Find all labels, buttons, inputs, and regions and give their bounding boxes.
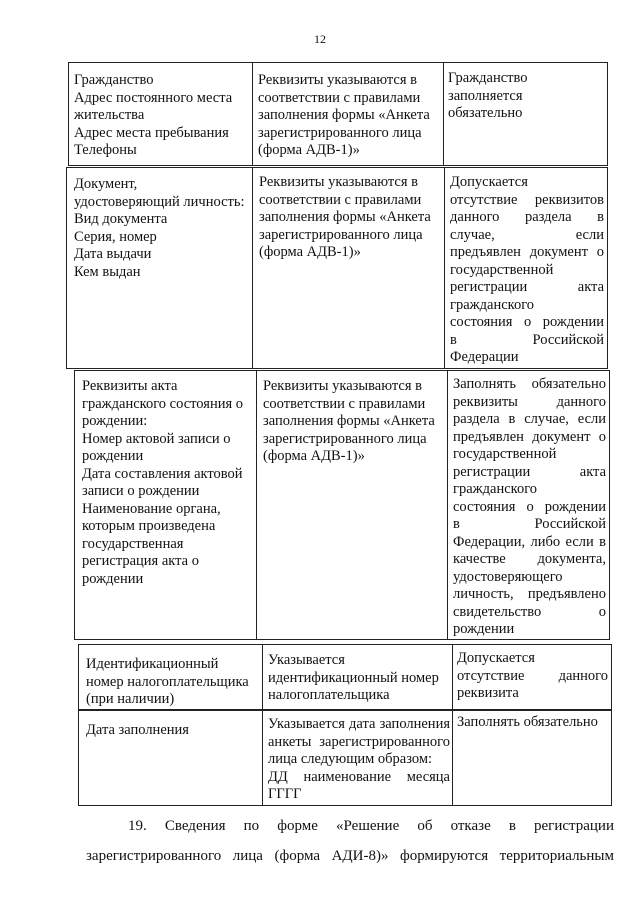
cell-text: соответствии с правилами [258, 89, 421, 106]
filling-rule-cell [263, 378, 445, 466]
paragraph-line-1: 19. Сведения по форме «Решение об отказе в регистрации [128, 818, 614, 834]
cell-text: соответствии с правилами [263, 395, 426, 412]
cell-text: рождении [82, 570, 144, 587]
cell-text: личность, предъявлено [453, 586, 606, 602]
cell-text: Дата составления актовой [82, 465, 243, 482]
cell-text: Дата выдачи [74, 246, 152, 262]
cell-text: Адрес постоянного места [74, 89, 233, 106]
cell-text: состояния о рождении [453, 498, 606, 515]
cell-text: Реквизиты указываются в [258, 72, 417, 88]
field-name-cell [74, 72, 249, 160]
cell-text: соответствии с правилами [259, 191, 422, 208]
cell-text: (форма АДВ-1)» [263, 448, 365, 464]
cell-text: состояния о рождении [450, 314, 604, 330]
cell-text: рождении: [82, 413, 148, 429]
cell-text: Идентификационный [86, 656, 219, 672]
cell-text: гражданского состояния о [82, 395, 244, 412]
cell-text: которым произведена [82, 518, 216, 534]
cell-text: Телефоны [74, 142, 137, 158]
cell-text: ДД наименование месяца [268, 768, 450, 785]
cell-text: номер налогоплательщика [86, 673, 249, 690]
cell-text: зарегистрированного лица [263, 430, 427, 447]
column-divider [452, 710, 453, 806]
field-name-cell [74, 176, 252, 281]
cell-text: отсутствие данного [457, 667, 608, 684]
cell-text: в Российской [450, 331, 604, 348]
cell-text: обязательно [448, 105, 523, 121]
cell-text: рождении [453, 621, 515, 637]
column-divider [252, 167, 253, 369]
cell-text: ГГГГ [268, 786, 302, 802]
field-name-cell [82, 378, 254, 588]
filling-rule-cell [268, 716, 450, 804]
cell-text: Допускается [457, 650, 535, 666]
cell-text: Вид документа [74, 211, 168, 227]
filling-rule-cell [259, 174, 441, 262]
cell-text: Указывается дата заполнения [268, 716, 450, 732]
cell-text: государственной [453, 446, 557, 462]
cell-text: заполнения формы «Анкета [259, 209, 431, 225]
cell-text: анкеты зарегистрированного [268, 733, 450, 750]
cell-text: свидетельство о [453, 603, 606, 620]
cell-text: регистрации акта [450, 279, 604, 295]
cell-text: гражданского [450, 296, 535, 313]
requirement-cell [450, 174, 604, 367]
cell-text: предъявлен документ о [453, 428, 606, 445]
cell-text: государственная [82, 535, 184, 552]
cell-text: Реквизиты указываются в [259, 174, 418, 190]
filling-rule-cell [268, 652, 450, 705]
cell-text: регистрация акта о [82, 553, 199, 569]
requirement-cell [457, 650, 608, 703]
column-divider [443, 62, 444, 166]
cell-text: гражданского [453, 481, 538, 497]
cell-text: идентификационный номер [268, 669, 439, 686]
cell-text: Наименование органа, [82, 500, 221, 517]
cell-text: (при наличии) [86, 691, 175, 707]
cell-text: Реквизиты акта [82, 378, 178, 394]
column-divider [256, 370, 257, 640]
cell-text: заполняется [448, 87, 523, 104]
cell-text: отсутствие реквизитов [450, 191, 604, 208]
requirement-cell [448, 70, 604, 123]
cell-text: Указывается [268, 652, 345, 668]
page-number: 12 [314, 32, 326, 46]
cell-text: Допускается [450, 174, 528, 190]
column-divider [444, 167, 445, 369]
cell-text: заполнения формы «Анкета [258, 107, 430, 123]
cell-text: жительства [74, 107, 145, 123]
column-divider [262, 710, 263, 806]
requirement-cell [457, 714, 608, 732]
cell-text: реквизита [457, 685, 519, 701]
requirement-cell [453, 376, 606, 639]
cell-text: Дата заполнения [86, 722, 189, 738]
cell-text: налогоплательщика [268, 687, 390, 703]
cell-text: предъявлен документ о [450, 244, 604, 260]
cell-text: Документ, [74, 176, 138, 192]
paragraph-line-2: зарегистрированного лица (форма АДИ-8)» формируются территориальным [86, 848, 614, 864]
cell-text: в Российской [453, 516, 606, 532]
cell-text: (форма АДВ-1)» [259, 244, 361, 260]
cell-text: качестве документа, [453, 551, 606, 567]
cell-text: Адрес места пребывания [74, 124, 229, 141]
cell-text: удостоверяющий личность: [74, 193, 245, 210]
cell-text: (форма АДВ-1)» [258, 142, 360, 158]
column-divider [252, 62, 253, 166]
column-divider [262, 644, 263, 710]
cell-text: рождении [82, 448, 144, 464]
filling-rule-cell [258, 72, 440, 160]
cell-text: удостоверяющего [453, 568, 563, 585]
cell-text: Заполнять обязательно [457, 714, 598, 730]
cell-text: государственной [450, 261, 554, 278]
cell-text: Федерации [450, 349, 519, 365]
cell-text: данного раздела в [450, 209, 604, 225]
cell-text: Федерации, либо если в [453, 533, 606, 550]
cell-text: лица следующим образом: [268, 751, 433, 767]
cell-text: Гражданство [74, 72, 154, 88]
cell-text: заполнения формы «Анкета [263, 413, 435, 429]
field-name-cell [86, 656, 260, 709]
cell-text: Кем выдан [74, 263, 141, 280]
cell-text: Реквизиты указываются в [263, 378, 422, 394]
cell-text: случае, если [450, 226, 604, 243]
cell-text: зарегистрированного лица [258, 124, 422, 141]
column-divider [452, 644, 453, 710]
cell-text: регистрации акта [453, 463, 606, 480]
cell-text: раздела в случае, если [453, 411, 606, 427]
cell-text: реквизиты данного [453, 393, 606, 410]
cell-text: Серия, номер [74, 228, 157, 245]
column-divider [447, 370, 448, 640]
cell-text: Номер актовой записи о [82, 430, 231, 447]
cell-text: Заполнять обязательно [453, 376, 606, 392]
cell-text: Гражданство [448, 70, 528, 86]
cell-text: зарегистрированного лица [259, 226, 423, 243]
cell-text: записи о рождении [82, 483, 200, 499]
field-name-cell [86, 722, 260, 740]
